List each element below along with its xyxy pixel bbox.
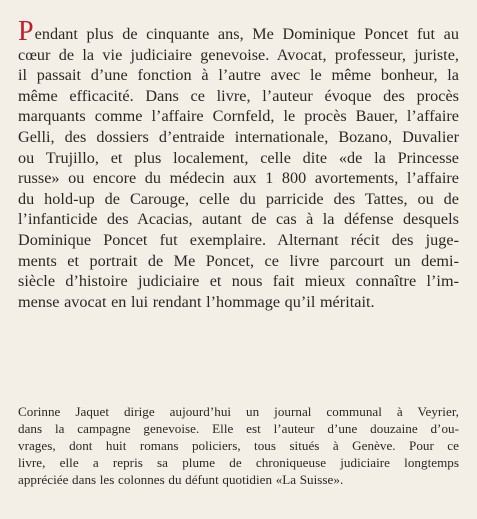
author-line-5: appréciée dans les colonnes du défunt quotidien «La Suisse». (18, 471, 344, 487)
main-line-3: il passait d’une fonction à l’autre avec le même bonheur, la (18, 66, 459, 85)
drop-cap: P (18, 16, 34, 47)
author-line-2: dans la campagne genevoise. Elle est l’auteur d’une douzaine d’ou- (18, 420, 459, 436)
main-line-1-text: endant plus de cinquante ans, Me Dominique Poncet fut au (34, 25, 459, 43)
main-line-6: Gelli, des dossiers d’entraide internationale, Bozano, Duvalier (18, 127, 459, 146)
author-line-1: Corinne Jaquet dirige aujourd’hui un journal communal à Veyrier, (18, 404, 459, 419)
author-line-4: livre, elle a repris sa plume de chroniqueuse judiciaire longtemps (18, 454, 459, 470)
main-line-8: russe» ou encore du médecin aux 1 800 avortements, l’affaire (18, 169, 459, 188)
main-line-10: l’infanticide des Acacias, autant de cas à la défense desquels (18, 210, 459, 229)
main-line-11: Dominique Poncet fut exemplaire. Alternant récit des juge- (18, 230, 459, 249)
main-description (18, 16, 459, 312)
main-line-7: ou Trujillo, et plus localement, celle dite «de la Princesse (18, 148, 459, 167)
main-line-14: mense avocat en lui rendant l’hommage qu’il méritait. (18, 292, 375, 311)
main-line-9: du hold-up de Carouge, celle du parricide des Tattes, ou de (18, 189, 459, 208)
main-line-5: marquants comme l’affaire Cornfeld, le procès Bauer, l’affaire (18, 107, 459, 126)
main-line-2: cœur de la vie judiciaire genevoise. Avocat, professeur, juriste, (18, 45, 459, 64)
main-line-13: siècle d’histoire judiciaire et nous fait mieux connaître l’im- (18, 272, 459, 291)
main-line-1 (18, 16, 459, 47)
main-line-12: ments et portrait de Me Poncet, ce livre parcourt un demi- (18, 251, 459, 270)
author-bio (18, 404, 459, 489)
author-line-3: vrages, dont huit romans policiers, tous situés à Genève. Pour ce (18, 437, 459, 453)
main-line-4: même efficacité. Dans ce livre, l’auteur évoque des procès (18, 86, 459, 105)
